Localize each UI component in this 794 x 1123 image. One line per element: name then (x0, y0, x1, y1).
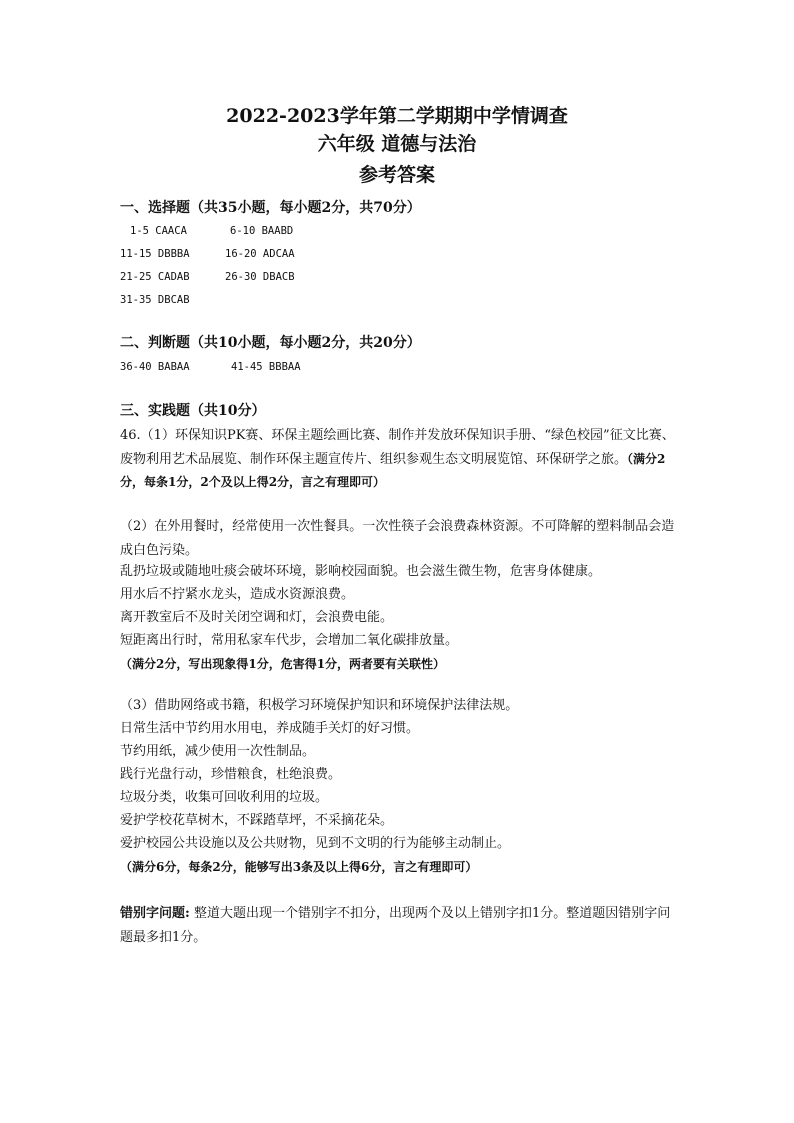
answer-line: 节约用纸，减少使用一次性制品。 (120, 744, 316, 759)
question-46-2-first-line: （2）在外用餐时，经常使用一次性餐具。一次性筷子会浪费森林资源。不可降解的塑料制品会造成白色污染。 (120, 519, 675, 558)
answer-group: 31-35 DBCAB (120, 294, 190, 306)
q1-text: 46.（1）环保知识PK赛、环保主题绘画比赛、制作并发放环保知识手册、“绿色校园”征文比赛、废物利用艺术品展览、制作环保主题宣传片、组织参观生态文明展览馆、环保研学之旅。 (120, 428, 675, 467)
document-title: 2022-2023学年第二学期期中学情调查 (226, 105, 568, 127)
typo-rule-label: 错别字问题: (120, 906, 190, 921)
answer-line: 垃圾分类，收集可回收利用的垃圾。 (120, 790, 329, 805)
answer-line: 乱扔垃圾或随地吐痰会破坏环境，影响校园面貌。也会滋生微生物，危害身体健康。 (120, 564, 602, 579)
answer-line: 践行光盘行动，珍惜粮食，杜绝浪费。 (120, 767, 342, 782)
typo-rule (120, 902, 680, 949)
question-46-1-answer (120, 424, 680, 495)
answer-group: 11-15 DBBBA (120, 248, 190, 260)
q2-scoring-note: （满分2分，写出现象得1分，危害得1分，两者要有关联性） (120, 657, 446, 671)
answer-group: 36-40 BABAA (120, 361, 190, 373)
answer-group: 6-10 BAABD (230, 225, 294, 237)
typo-rule-text: 整道大题出现一个错别字不扣分，出现两个及以上错别字扣1分。整道题因错别字问题最多扣1分。 (120, 906, 671, 945)
answer-group: 16-20 ADCAA (225, 248, 295, 260)
document-subtitle: 六年级 道德与法治 (317, 133, 477, 155)
answer-group: 26-30 DBACB (225, 271, 295, 283)
answer-line: 离开教室后不及时关闭空调和灯，会浪费电能。 (120, 610, 394, 625)
answer-group: 21-25 CADAB (120, 271, 190, 283)
answer-line: 短距离出行时，常用私家车代步，会增加二氧化碳排放量。 (120, 633, 459, 648)
section3-heading: 三、实践题（共10分） (120, 403, 266, 419)
q3-scoring-note: （满分6分，每条2分，能够写出3条及以上得6分，言之有理即可） (120, 860, 478, 874)
section2-heading: 二、判断题（共10小题，每小题2分，共20分） (120, 335, 421, 351)
document-type: 参考答案 (358, 164, 435, 186)
answer-line: （3）借助网络或书籍，积极学习环境保护知识和环境保护法律法规。 (120, 698, 519, 713)
answer-group: 41-45 BBBAA (231, 361, 301, 373)
answer-line: 日常生活中节约用水用电，养成随手关灯的好习惯。 (120, 721, 420, 736)
answer-line: 爱护校园公共设施以及公共财物，见到不文明的行为能够主动制止。 (120, 836, 511, 851)
answer-line: 爱护学校花草树木，不踩踏草坪，不采摘花朵。 (120, 813, 394, 828)
answer-line: 用水后不拧紧水龙头，造成水资源浪费。 (120, 587, 355, 602)
q1-scoring-note: （满分2分，每条1分，2个及以上得2分，言之有理即可） (120, 451, 666, 489)
answer-group: 1-5 CAACA (130, 225, 187, 237)
section1-heading: 一、选择题（共35小题，每小题2分，共70分） (120, 200, 421, 216)
